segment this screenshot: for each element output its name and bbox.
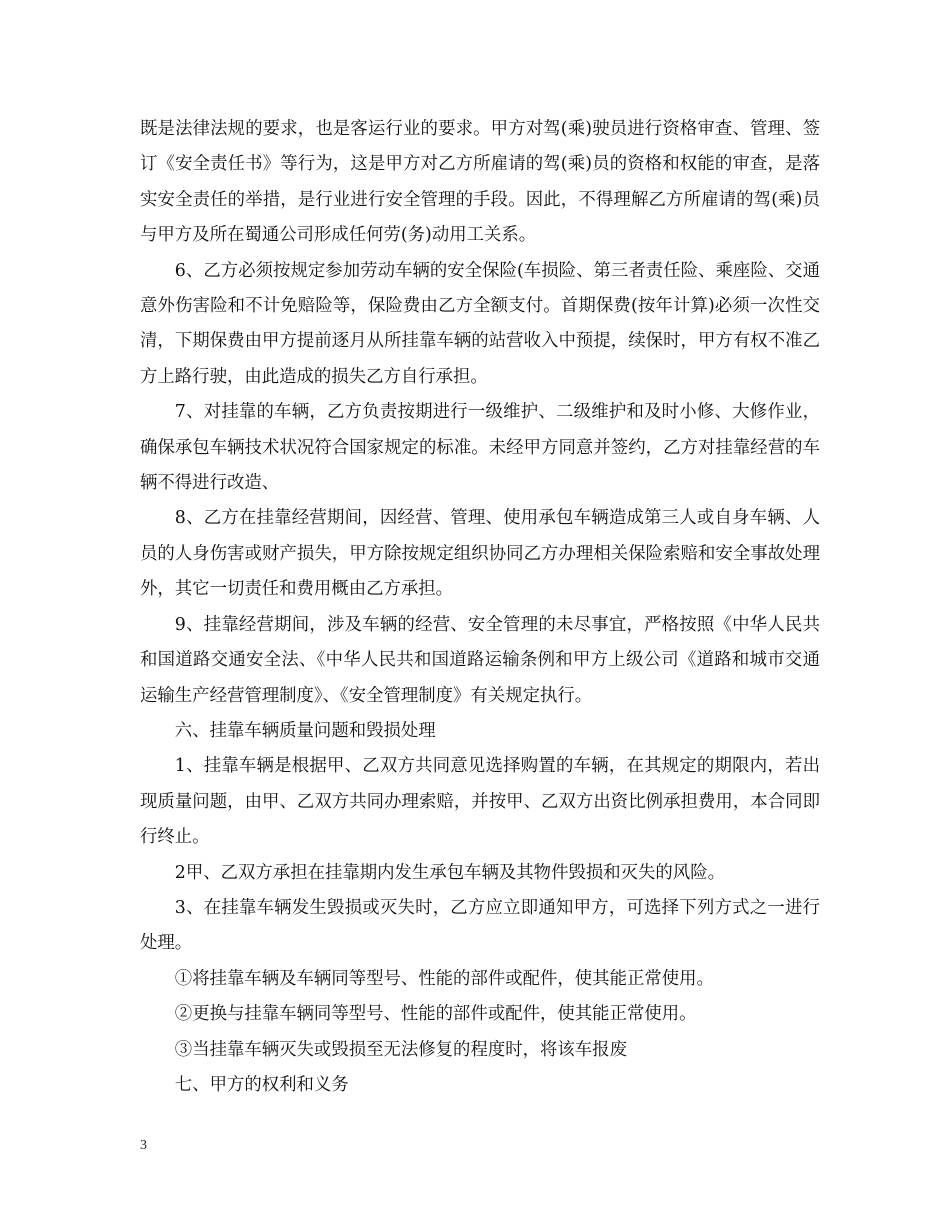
paragraph-item-1: 1、挂靠车辆是根据甲、乙双方共同意见选择购置的车辆，在其规定的期限内，若出现质量问题，由甲、乙双方共同办理索赔，并按甲、乙双方出资比例承担费用，本合同即行终止。	[140, 756, 820, 848]
paragraph-item-3: 3、在挂靠车辆发生毁损或灭失时，乙方应立即通知甲方，可选择下列方式之一进行处理。	[140, 897, 820, 954]
section-heading-7: 七、甲方的权利和义务	[174, 1074, 349, 1095]
paragraph-clause-8: 8、乙方在挂靠经营期间，因经营、管理、使用承包车辆造成第三人或自身车辆、人员的人身伤害或财产损失，甲方除按规定组织协同乙方办理相关保险索赔和安全事故处理外，其它一切责任和费用概由乙方承担。	[140, 508, 820, 600]
paragraph-clause-7: 7、对挂靠的车辆，乙方负责按期进行一级维护、二级维护和及时小修、大修作业，确保承包车辆技术状况符合国家规定的标准。未经甲方同意并签约，乙方对挂靠经营的车辆不得进行改造、	[140, 402, 820, 494]
paragraph-continuation: 既是法律法规的要求，也是客运行业的要求。甲方对驾(乘)驶员进行资格审查、管理、签订《安全责任书》等行为，这是甲方对乙方所雇请的驾(乘)员的资格和权能的审查，是落实安全责任的举措，是行业进行安全管理的手段。因此，不得理解乙方所雇请的驾(乘)员与甲方及所在蜀通公司形成任何劳(务)动用工关系。	[140, 119, 820, 246]
paragraph-option-3: ③当挂靠车辆灭失或毁损至无法修复的程度时，将该车报废	[174, 1039, 627, 1060]
paragraph-item-2: 2甲、乙双方承担在挂靠期内发生承包车辆及其物件毁损和灭失的风险。	[174, 862, 725, 883]
page-number: 3	[140, 1138, 147, 1153]
paragraph-option-2: ②更换与挂靠车辆同等型号、性能的部件或配件，使其能正常使用。	[174, 1004, 697, 1025]
section-heading-6: 六、挂靠车辆质量问题和毁损处理	[174, 720, 436, 741]
paragraph-option-1: ①将挂靠车辆及车辆同等型号、性能的部件或配件，使其能正常使用。	[174, 968, 714, 989]
paragraph-clause-9: 9、挂靠经营期间，涉及车辆的经营、安全管理的未尽事宜，严格按照《中华人民共和国道路交通安全法、《中华人民共和国道路运输条例和甲方上级公司《道路和城市交通运输生产经营管理制度》、《安全管理制度》有关规定执行。	[140, 614, 820, 706]
paragraph-clause-6: 6、乙方必须按规定参加劳动车辆的安全保险(车损险、第三者责任险、乘座险、交通意外伤害险和不计免赔险等，保险费由乙方全额支付。首期保费(按年计算)必须一次性交清，下期保费由甲方提前逐月从所挂靠车辆的站营收入中预提，续保时，甲方有权不准乙方上路行驶，由此造成的损失乙方自行承担。	[140, 260, 820, 387]
document-body	[140, 112, 820, 1103]
